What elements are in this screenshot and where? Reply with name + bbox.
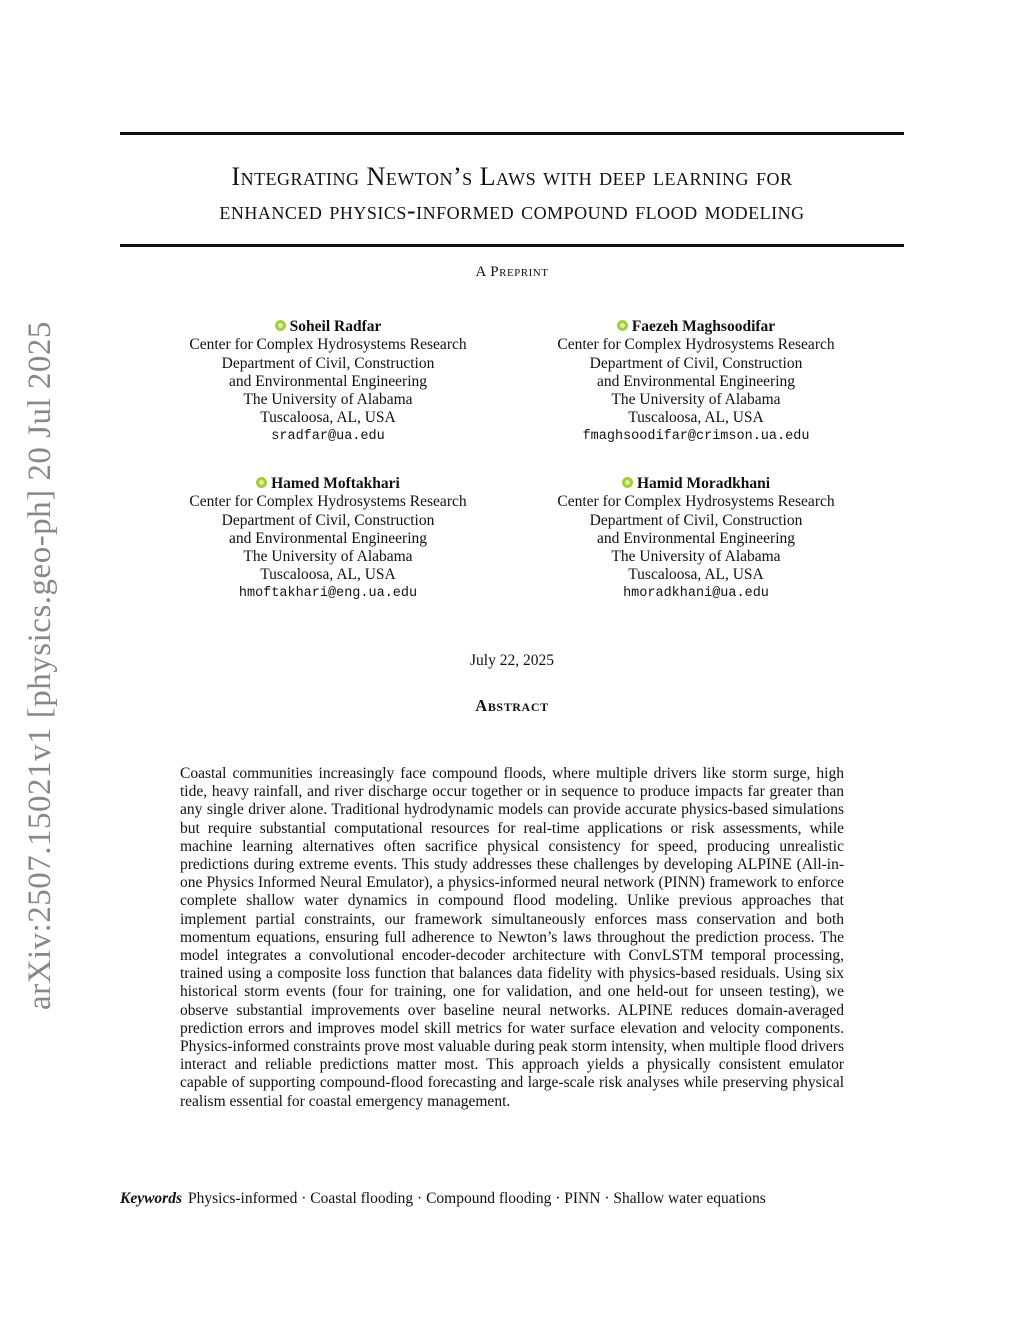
orcid-icon[interactable] <box>622 477 633 488</box>
affiliation-line: The University of Alabama <box>611 391 781 409</box>
orcid-icon[interactable] <box>275 320 286 331</box>
affiliation-line: Department of Civil, Construction <box>221 354 435 372</box>
author-block <box>158 475 498 603</box>
keywords-label: Keywords <box>120 1190 182 1207</box>
affiliation-line: The University of Alabama <box>243 391 413 409</box>
affiliation-line: Tuscaloosa, AL, USA <box>628 409 764 427</box>
affiliation-line: The University of Alabama <box>611 548 781 566</box>
affiliation-line: and Environmental Engineering <box>597 529 795 547</box>
affiliation-line: Tuscaloosa, AL, USA <box>260 409 396 427</box>
affiliation-line: Center for Complex Hydrosystems Research <box>557 493 835 511</box>
affiliation-line: and Environmental Engineering <box>229 529 427 547</box>
affiliation-line: Department of Civil, Construction <box>221 511 435 529</box>
title-rule-bottom <box>120 244 904 247</box>
title-line-2: enhanced physics-informed compound flood modeling <box>219 196 805 225</box>
author-email[interactable]: fmaghsoodifar@crimson.ua.edu <box>582 428 810 444</box>
abstract-heading: Abstract <box>475 696 549 715</box>
paper-title <box>120 160 904 228</box>
affiliation-line: and Environmental Engineering <box>597 372 795 390</box>
affiliation-line: Department of Civil, Construction <box>589 354 803 372</box>
author-email[interactable]: hmoradkhani@ua.edu <box>623 585 769 601</box>
keywords-line <box>120 1190 904 1208</box>
arxiv-stamp: arXiv:2507.15021v1 [physics.geo-ph] 20 Jul 2025 <box>22 321 58 1010</box>
affiliation-line: Center for Complex Hydrosystems Research <box>189 493 467 511</box>
affiliation-line: Center for Complex Hydrosystems Research <box>557 336 835 354</box>
orcid-icon[interactable] <box>617 320 628 331</box>
keywords-list: Physics-informed · Coastal flooding · Compound flooding · PINN · Shallow water equations <box>188 1190 766 1207</box>
affiliation-line: The University of Alabama <box>243 548 413 566</box>
affiliation-line: Tuscaloosa, AL, USA <box>260 566 396 584</box>
author-name: Hamed Moftakhari <box>158 475 498 493</box>
author-email[interactable]: hmoftakhari@eng.ua.edu <box>238 585 418 601</box>
orcid-icon[interactable] <box>256 477 267 488</box>
author-name: Faezeh Maghsoodifar <box>526 318 866 336</box>
author-block <box>526 475 866 603</box>
affiliation-line: Department of Civil, Construction <box>589 511 803 529</box>
title-line-1: Integrating Newton’s Laws with deep learning for <box>231 162 793 191</box>
author-name: Soheil Radfar <box>158 318 498 336</box>
publication-date: July 22, 2025 <box>470 652 554 669</box>
affiliation-line: and Environmental Engineering <box>229 372 427 390</box>
author-email[interactable]: sradfar@ua.edu <box>271 428 385 444</box>
preprint-label: A Preprint <box>475 264 549 280</box>
title-rule-top <box>120 132 904 135</box>
affiliation-line: Tuscaloosa, AL, USA <box>628 566 764 584</box>
affiliation-line: Center for Complex Hydrosystems Research <box>189 336 467 354</box>
author-block <box>526 318 866 446</box>
abstract-body: Coastal communities increasingly face compound floods, where multiple drivers like storm surge, high tide, heavy rainfall, and river discharge occur together or in sequence to produce impacts far greater than any single driver alone. Traditional hydrodynamic models can provide accurate physics-based simulations but require substantial computational resources for real-time applications or risk assessments, while machine learning alternatives often sacrifice physical consistency for speed, producing unrealistic predictions during extreme events. This study addresses these challenges by developing ALPINE (All-in-one Physics Informed Neural Emulator), a physics-informed neural network (PINN) framework to enforce complete shallow water dynamics in compound flood modeling. Unlike previous approaches that implement partial constraints, our framework simultaneously enforces mass conservation and both momentum equations, ensuring full adherence to Newton’s laws throughout the prediction process. The model integrates a convolutional encoder-decoder architecture with ConvLSTM temporal processing, trained using a composite loss function that balances data fidelity with physics-based residuals. Using six historical storm events (four for training, one for validation, and one held-out for unseen testing), we observe substantial improvements over baseline neural networks. ALPINE reduces domain-averaged prediction errors and improves model skill metrics for water surface elevation and velocity components. Physics-informed constraints prove most valuable during peak storm intensity, when multiple flood drivers interact and reliable predictions matter most. This approach yields a physically consistent emulator capable of supporting compound-flood forecasting and large-scale risk analyses while preserving physical realism essential for coastal emergency management. <box>180 765 844 1110</box>
author-block <box>158 318 498 446</box>
author-name: Hamid Moradkhani <box>526 475 866 493</box>
